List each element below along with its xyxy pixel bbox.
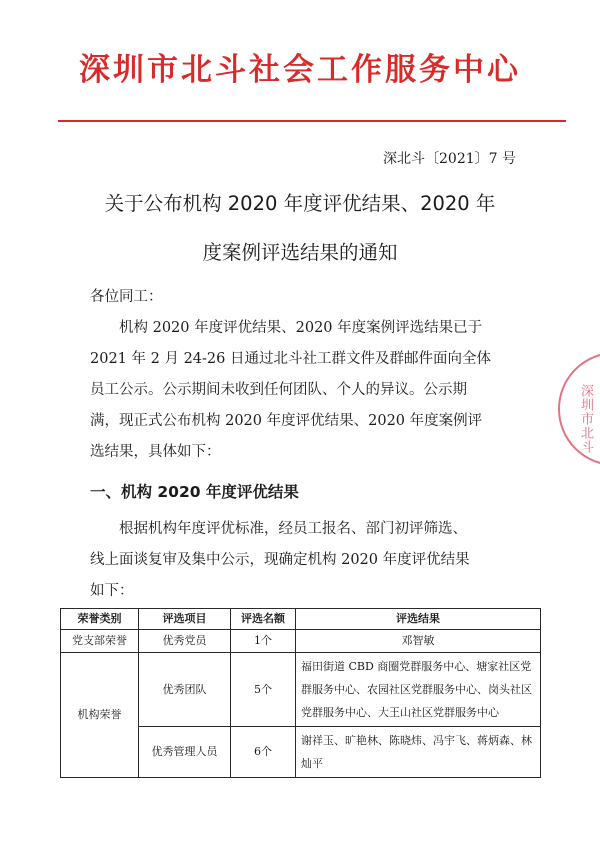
salutation-block [90,282,526,313]
official-seal-text: 深圳市北斗 [578,384,593,454]
intro-paragraph [90,313,526,468]
official-seal [558,352,600,466]
letterhead-divider [58,120,566,122]
notice-title-line-2: 度案例评选结果的通知 [202,241,398,264]
document-number: 深北斗〔2021〕7 号 [383,151,516,167]
result-cell: 邓智敏 [296,630,541,653]
award-results-table [60,608,541,778]
section-heading: 一、机构 2020 年度评优结果 [90,483,299,501]
award-item-cell: 优秀党员 [139,630,231,653]
intro-line: 满，现正式公布机构 2020 年度评优结果、2020 年度案例评 [90,413,483,429]
award-item-cell: 优秀团队 [139,653,231,727]
quota-cell: 1个 [231,630,296,653]
letterhead-title: 深圳市北斗社会工作服务中心 [79,52,521,88]
selection-line: 根据机构年度评优标准，经员工报名、部门初评筛选、 [119,521,467,537]
table-header-cell: 评选结果 [296,609,541,630]
selection-line: 线上面谈复审及集中公示，现确定机构 2020 年度评优结果 [90,552,470,568]
honor-category-cell: 党支部荣誉 [61,630,139,653]
intro-line: 选结果，具体如下： [90,444,221,460]
honor-category-cell: 机构荣誉 [61,653,139,778]
quota-cell: 6个 [231,727,296,778]
result-cell: 谢祥玉、旷艳林、陈晓炜、冯宇飞、蒋炳森、林灿平 [296,727,541,778]
table-header-row [61,609,541,630]
result-cell: 福田街道 CBD 商圈党群服务中心、塘家社区党群服务中心、农园社区党群服务中心、岗头社区党群服务中心、大王山社区党群服务中心 [296,653,541,727]
intro-line: 员工公示。公示期间未收到任何团队、个人的异议。公示期 [90,382,467,398]
table-row [61,630,541,653]
intro-line: 2021 年 2 月 24-26 日通过北斗社工群文件及群邮件面向全体 [90,351,491,367]
salutation: 各位同工： [90,289,163,305]
table-header-cell: 评选名额 [231,609,296,630]
table-header-cell: 评选项目 [139,609,231,630]
award-item-cell: 优秀管理人员 [139,727,231,778]
intro-line: 机构 2020 年度评优结果、2020 年度案例评选结果已于 [119,320,483,336]
selection-line: 如下： [90,583,134,599]
notice-title-line-1: 关于公布机构 2020 年度评优结果、2020 年 [104,192,496,215]
quota-cell: 5个 [231,653,296,727]
table-row [61,653,541,727]
selection-paragraph [90,514,526,607]
table-header-cell: 荣誉类别 [61,609,139,630]
